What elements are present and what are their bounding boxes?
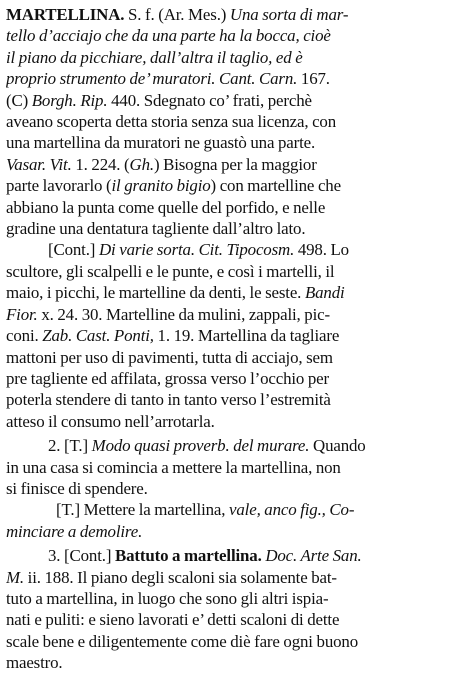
text-line: [6, 261, 464, 282]
text-run: parte lavorarlo (: [6, 176, 112, 196]
italic-run: Gh.: [129, 154, 154, 174]
italic-run: Di varie sorta. Cit. Tipocosm.: [98, 240, 295, 260]
italic-run: Borgh. Rip.: [31, 90, 108, 110]
text-line: [6, 90, 464, 111]
text-line: [6, 304, 464, 325]
text-run: S. f. (Ar. Mes.): [124, 5, 230, 24]
italic-run: Vasar. Vit.: [6, 154, 72, 174]
italic-run: proprio strumento de’ muratori. Cant. Carn.: [6, 69, 298, 89]
text-line: [6, 325, 464, 346]
text-run: coni.: [6, 326, 43, 346]
text-run: atteso il consumo nell’arrotarla.: [6, 411, 215, 431]
text-run: [T.] Mettere la martellina,: [56, 500, 230, 520]
italic-run: M.: [6, 567, 24, 587]
text-line: [6, 389, 464, 410]
text-run: scale bene e diligentemente come diè fare ogni buono: [6, 631, 359, 651]
italic-run: Modo quasi proverb. del murare.: [91, 436, 310, 456]
text-line: [6, 25, 464, 46]
sense-2-line: [6, 435, 464, 456]
text-run: 440. Sdegnato co’ frati, perchè: [107, 90, 312, 110]
text-line: [6, 457, 464, 478]
text-line: [6, 521, 464, 542]
italic-run: Zab. Cast. Ponti,: [42, 326, 154, 346]
italic-run: vale, anco fig., Co-: [229, 500, 355, 520]
text-line: [6, 631, 464, 652]
text-run: ) Bisogna per la maggior: [153, 154, 317, 174]
text-line: [6, 567, 464, 588]
text-run: tuto a martellina, in luogo che sono gli altri ispia-: [6, 588, 329, 608]
text-run: 498. Lo: [294, 240, 349, 260]
text-run: (C): [6, 90, 32, 110]
bold-run: MARTELLINA.: [6, 5, 125, 24]
italic-run: il granito bigio: [111, 176, 211, 196]
text-run: 1. 224. (: [71, 154, 130, 174]
text-line: [6, 588, 464, 609]
italic-run: il piano da picchiare, dall’altra il taglio, ed è: [6, 47, 303, 67]
text-run: [Cont.]: [48, 240, 99, 260]
text-run: poterla stendere di tanto in tanto verso l’estremità: [6, 390, 331, 410]
subsense-line: [6, 239, 464, 260]
text-line: [6, 282, 464, 303]
italic-run: Bandi: [304, 283, 345, 303]
sense-3-line: [6, 545, 464, 566]
text-run: si finisce di spendere.: [6, 478, 148, 498]
text-run: scultore, gli scalpelli e le punte, e così i martelli, il: [6, 261, 335, 281]
text-run: pre tagliente ed affilata, grossa verso l’occhio per: [6, 368, 330, 388]
text-run: x. 24. 30. Martelline da mulini, zappali, pic-: [37, 304, 330, 324]
text-run: 167.: [297, 69, 330, 89]
entry-headword-line: [6, 4, 464, 25]
text-run: nati e puliti: e sieno lavorati e’ detti scaloni di dette: [6, 610, 340, 630]
text-line: [6, 609, 464, 630]
text-run: ii. 188. Il piano degli scaloni sia solamente bat-: [24, 567, 337, 587]
text-line: [6, 478, 464, 499]
text-run: maestro.: [6, 653, 63, 673]
text-run: 3. [Cont.]: [48, 546, 115, 566]
text-line: [6, 347, 464, 368]
text-run: abbiano la punta come quelle del porfido, e nelle: [6, 197, 326, 217]
text-run: 1. 19. Martellina da tagliare: [153, 326, 340, 346]
text-line: [6, 68, 464, 89]
italic-run: Doc. Arte San.: [265, 546, 362, 566]
text-run: una martellina da muratori ne guastò una parte.: [6, 133, 316, 153]
subsense-line: [6, 499, 464, 520]
italic-run: minciare a demolire.: [6, 521, 143, 541]
text-line: [6, 197, 464, 218]
text-run: mattoni per uso di pavimenti, tutta di acciajo, sem: [6, 347, 333, 367]
text-line: [6, 132, 464, 153]
text-run: 2. [T.]: [48, 436, 92, 456]
text-line: [6, 368, 464, 389]
text-run: aveano scoperta detta storia senza sua licenza, con: [6, 112, 337, 132]
text-run: in una casa si comincia a mettere la martellina, non: [6, 457, 341, 477]
text-line: [6, 218, 464, 239]
italic-run: Una sorta di mar-: [229, 5, 349, 24]
text-line: [6, 175, 464, 196]
text-line: [6, 411, 464, 432]
text-line: [6, 154, 464, 175]
bold-run: Battuto a martellina.: [115, 546, 262, 566]
italic-run: tello d’acciajo che da una parte ha la bocca, cioè: [6, 26, 331, 46]
text-run: Quando: [309, 436, 366, 456]
text-line: [6, 111, 464, 132]
text-line: [6, 652, 464, 673]
text-run: gradine una dentatura tagliente dall’altro lato.: [6, 219, 306, 239]
text-run: ) con martelline che: [210, 176, 341, 196]
text-run: maio, i picchi, le martelline da denti, le seste.: [6, 283, 305, 303]
italic-run: Fior.: [6, 304, 38, 324]
text-line: [6, 47, 464, 68]
